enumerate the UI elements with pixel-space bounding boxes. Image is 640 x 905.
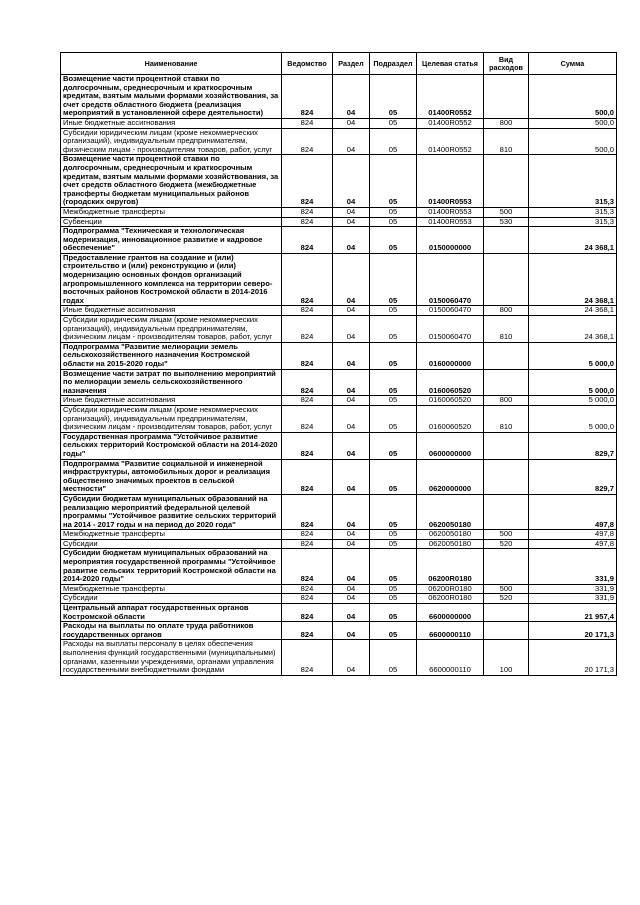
- budget-document-page: [60, 52, 616, 676]
- cell-podrazdel: 05: [370, 316, 417, 343]
- cell-celevaya-statya: 0620050180: [417, 530, 484, 540]
- table-row: [61, 128, 617, 155]
- cell-podrazdel: 05: [370, 396, 417, 406]
- cell-vedomstvo: 824: [282, 622, 333, 640]
- cell-celevaya-statya: 01400R0553: [417, 207, 484, 217]
- cell-celevaya-statya: 0600000000: [417, 432, 484, 459]
- cell-summa: 331,9: [529, 584, 617, 594]
- cell-name: Иные бюджетные ассигнования: [61, 396, 282, 406]
- cell-name: Субсидии: [61, 594, 282, 604]
- cell-podrazdel: 05: [370, 155, 417, 208]
- cell-name: Межбюджетные трансферты: [61, 530, 282, 540]
- cell-name: Возмещение части процентной ставки по долгосрочным, среднесрочным и краткосрочным кредитам, взятым малыми формами хозяйствования, за счет средств областного бюджета (реализация мероприятий в установленной сфере деятельности): [61, 75, 282, 119]
- cell-vedomstvo: 824: [282, 405, 333, 432]
- cell-celevaya-statya: 06200R0180: [417, 549, 484, 584]
- cell-podrazdel: 05: [370, 604, 417, 622]
- cell-podrazdel: 05: [370, 118, 417, 128]
- cell-vedomstvo: 824: [282, 640, 333, 675]
- cell-summa: 24 368,1: [529, 316, 617, 343]
- table-row: [61, 306, 617, 316]
- cell-name: Субсидии бюджетам муниципальных образований на реализацию мероприятий федеральной целевой программы "Устойчивое развитие сельских территорий на 2014 - 2017 годы и на период до 2020 года": [61, 494, 282, 529]
- cell-summa: 21 957,4: [529, 604, 617, 622]
- cell-celevaya-statya: 0150000000: [417, 227, 484, 254]
- cell-vid-rashodov: [484, 494, 529, 529]
- table-row: [61, 253, 617, 306]
- cell-podrazdel: 05: [370, 594, 417, 604]
- cell-celevaya-statya: 0620000000: [417, 459, 484, 494]
- cell-vedomstvo: 824: [282, 253, 333, 306]
- table-row: [61, 494, 617, 529]
- cell-celevaya-statya: 0150060470: [417, 316, 484, 343]
- cell-vid-rashodov: [484, 253, 529, 306]
- cell-celevaya-statya: 6600000110: [417, 622, 484, 640]
- cell-vedomstvo: 824: [282, 604, 333, 622]
- cell-celevaya-statya: 0160000000: [417, 342, 484, 369]
- cell-podrazdel: 05: [370, 369, 417, 396]
- header-razdel: Раздел: [333, 53, 370, 75]
- cell-name: Подпрограмма "Развитие мелиорации земель сельскохозяйственного назначения Костромской области на 2015-2020 годы": [61, 342, 282, 369]
- table-row: [61, 539, 617, 549]
- cell-razdel: 04: [333, 432, 370, 459]
- cell-celevaya-statya: 06200R0180: [417, 594, 484, 604]
- cell-name: Расходы на выплаты персоналу в целях обеспечения выполнения функций государственными (муниципальными) органами, казенными учреждениями, органами управления государственными внебюджетными фондами: [61, 640, 282, 675]
- table-row: [61, 640, 617, 675]
- cell-summa: 829,7: [529, 459, 617, 494]
- cell-razdel: 04: [333, 155, 370, 208]
- cell-podrazdel: 05: [370, 405, 417, 432]
- cell-summa: 500,0: [529, 118, 617, 128]
- cell-vedomstvo: 824: [282, 584, 333, 594]
- cell-vedomstvo: 824: [282, 306, 333, 316]
- cell-celevaya-statya: 01400R0553: [417, 217, 484, 227]
- cell-vedomstvo: 824: [282, 549, 333, 584]
- cell-vedomstvo: 824: [282, 594, 333, 604]
- cell-razdel: 04: [333, 622, 370, 640]
- cell-summa: 5 000,0: [529, 396, 617, 406]
- cell-vedomstvo: 824: [282, 369, 333, 396]
- cell-razdel: 04: [333, 128, 370, 155]
- cell-vid-rashodov: 500: [484, 530, 529, 540]
- cell-vid-rashodov: [484, 432, 529, 459]
- table-row: [61, 432, 617, 459]
- cell-name: Иные бюджетные ассигнования: [61, 306, 282, 316]
- cell-name: Межбюджетные трансферты: [61, 584, 282, 594]
- header-celevaya-statya: Целевая статья: [417, 53, 484, 75]
- cell-vid-rashodov: 100: [484, 640, 529, 675]
- cell-name: Субсидии юридическим лицам (кроме некоммерческих организаций), индивидуальным предпринимателям, физическим лицам - производителям товаров, работ, услуг: [61, 316, 282, 343]
- cell-summa: 24 368,1: [529, 227, 617, 254]
- cell-celevaya-statya: 01400R0552: [417, 118, 484, 128]
- table-row: [61, 549, 617, 584]
- cell-podrazdel: 05: [370, 432, 417, 459]
- header-summa: Сумма: [529, 53, 617, 75]
- cell-podrazdel: 05: [370, 207, 417, 217]
- cell-name: Предоставление грантов на создание и (или) строительство и (или) реконструкцию и (или) модернизацию основных фондов организаций агропромышленного комплекса на территории северо-восточных районов Костромской области в 2014-2016 годах: [61, 253, 282, 306]
- cell-razdel: 04: [333, 604, 370, 622]
- cell-vedomstvo: 824: [282, 207, 333, 217]
- cell-podrazdel: 05: [370, 530, 417, 540]
- cell-vedomstvo: 824: [282, 75, 333, 119]
- cell-vid-rashodov: 810: [484, 128, 529, 155]
- table-row: [61, 342, 617, 369]
- table-row: [61, 207, 617, 217]
- cell-vedomstvo: 824: [282, 494, 333, 529]
- cell-vid-rashodov: [484, 459, 529, 494]
- cell-vedomstvo: 824: [282, 316, 333, 343]
- cell-celevaya-statya: 0150060470: [417, 253, 484, 306]
- cell-vid-rashodov: [484, 75, 529, 119]
- cell-celevaya-statya: 01400R0552: [417, 128, 484, 155]
- cell-razdel: 04: [333, 118, 370, 128]
- cell-vedomstvo: 824: [282, 155, 333, 208]
- cell-name: Субсидии юридическим лицам (кроме некоммерческих организаций), индивидуальным предпринимателям, физическим лицам - производителям товаров, работ, услуг: [61, 128, 282, 155]
- header-vid-rashodov: Вид расходов: [484, 53, 529, 75]
- table-row: [61, 227, 617, 254]
- cell-podrazdel: 05: [370, 549, 417, 584]
- cell-vid-rashodov: [484, 622, 529, 640]
- cell-razdel: 04: [333, 530, 370, 540]
- cell-vedomstvo: 824: [282, 227, 333, 254]
- cell-summa: 497,8: [529, 494, 617, 529]
- cell-name: Возмещение части затрат по выполнению мероприятий по мелиорации земель сельскохозяйственного назначения: [61, 369, 282, 396]
- cell-celevaya-statya: 0620050180: [417, 494, 484, 529]
- cell-summa: 315,3: [529, 217, 617, 227]
- table-row: [61, 530, 617, 540]
- cell-name: Иные бюджетные ассигнования: [61, 118, 282, 128]
- cell-razdel: 04: [333, 253, 370, 306]
- cell-vedomstvo: 824: [282, 539, 333, 549]
- cell-vid-rashodov: [484, 155, 529, 208]
- cell-vid-rashodov: 530: [484, 217, 529, 227]
- cell-vid-rashodov: 500: [484, 207, 529, 217]
- cell-name: Субсидии: [61, 539, 282, 549]
- cell-name: Субсидии юридическим лицам (кроме некоммерческих организаций), индивидуальным предпринимателям, физическим лицам - производителям товаров, работ, услуг: [61, 405, 282, 432]
- cell-summa: 20 171,3: [529, 622, 617, 640]
- cell-vid-rashodov: [484, 549, 529, 584]
- cell-vid-rashodov: [484, 342, 529, 369]
- cell-podrazdel: 05: [370, 306, 417, 316]
- cell-celevaya-statya: 0620050180: [417, 539, 484, 549]
- cell-celevaya-statya: 01400R0553: [417, 155, 484, 208]
- cell-podrazdel: 05: [370, 539, 417, 549]
- cell-summa: 315,3: [529, 155, 617, 208]
- cell-summa: 331,9: [529, 549, 617, 584]
- cell-name: Подпрограмма "Техническая и технологическая модернизация, инновационное развитие и кадровое обеспечение": [61, 227, 282, 254]
- cell-celevaya-statya: 06200R0180: [417, 584, 484, 594]
- cell-podrazdel: 05: [370, 640, 417, 675]
- cell-summa: 5 000,0: [529, 342, 617, 369]
- table-row: [61, 75, 617, 119]
- cell-celevaya-statya: 0160060520: [417, 369, 484, 396]
- cell-podrazdel: 05: [370, 217, 417, 227]
- cell-summa: 20 171,3: [529, 640, 617, 675]
- cell-vid-rashodov: 520: [484, 594, 529, 604]
- cell-razdel: 04: [333, 396, 370, 406]
- cell-razdel: 04: [333, 316, 370, 343]
- cell-name: Субсидии бюджетам муниципальных образований на мероприятия государственной программы "Устойчивое развитие сельских территорий Костромской области на 2014-2020 годы": [61, 549, 282, 584]
- cell-podrazdel: 05: [370, 622, 417, 640]
- cell-razdel: 04: [333, 594, 370, 604]
- cell-celevaya-statya: 0160060520: [417, 405, 484, 432]
- cell-name: Межбюджетные трансферты: [61, 207, 282, 217]
- table-row: [61, 405, 617, 432]
- header-podrazdel: Подраздел: [370, 53, 417, 75]
- table-row: [61, 604, 617, 622]
- cell-podrazdel: 05: [370, 227, 417, 254]
- table-row: [61, 369, 617, 396]
- header-name: Наименование: [61, 53, 282, 75]
- cell-summa: 24 368,1: [529, 306, 617, 316]
- cell-summa: 497,8: [529, 539, 617, 549]
- table-row: [61, 594, 617, 604]
- cell-name: Возмещение части процентной ставки по долгосрочным, среднесрочным и краткосрочным кредитам, взятым малыми формами хозяйствования, за счет средств областного бюджета (межбюджетные трансферты бюджетам муниципальных районов (городских округов): [61, 155, 282, 208]
- cell-summa: 5 000,0: [529, 405, 617, 432]
- table-header: [61, 53, 617, 75]
- table-row: [61, 155, 617, 208]
- cell-vedomstvo: 824: [282, 342, 333, 369]
- table-row: [61, 316, 617, 343]
- cell-razdel: 04: [333, 584, 370, 594]
- cell-razdel: 04: [333, 459, 370, 494]
- cell-summa: 500,0: [529, 75, 617, 119]
- table-body: [61, 75, 617, 676]
- cell-podrazdel: 05: [370, 75, 417, 119]
- cell-vid-rashodov: [484, 604, 529, 622]
- cell-razdel: 04: [333, 75, 370, 119]
- cell-vid-rashodov: 520: [484, 539, 529, 549]
- cell-celevaya-statya: 6600000110: [417, 640, 484, 675]
- table-row: [61, 396, 617, 406]
- cell-vid-rashodov: 500: [484, 584, 529, 594]
- cell-celevaya-statya: 6600000000: [417, 604, 484, 622]
- cell-name: Подпрограмма "Развитие социальной и инженерной инфраструктуры, автомобильных дорог и реализация общественно значимых проектов в сельской местности": [61, 459, 282, 494]
- cell-celevaya-statya: 0150060470: [417, 306, 484, 316]
- cell-celevaya-statya: 01400R0552: [417, 75, 484, 119]
- cell-podrazdel: 05: [370, 459, 417, 494]
- cell-podrazdel: 05: [370, 342, 417, 369]
- cell-podrazdel: 05: [370, 128, 417, 155]
- cell-vid-rashodov: 800: [484, 396, 529, 406]
- cell-podrazdel: 05: [370, 494, 417, 529]
- cell-summa: 497,8: [529, 530, 617, 540]
- table-row: [61, 459, 617, 494]
- cell-razdel: 04: [333, 217, 370, 227]
- table-row: [61, 622, 617, 640]
- table-row: [61, 584, 617, 594]
- cell-summa: 5 000,0: [529, 369, 617, 396]
- budget-table: [60, 52, 617, 676]
- cell-vid-rashodov: 810: [484, 316, 529, 343]
- table-row: [61, 118, 617, 128]
- cell-podrazdel: 05: [370, 584, 417, 594]
- cell-razdel: 04: [333, 549, 370, 584]
- cell-razdel: 04: [333, 342, 370, 369]
- cell-name: Субвенции: [61, 217, 282, 227]
- cell-razdel: 04: [333, 227, 370, 254]
- cell-summa: 24 368,1: [529, 253, 617, 306]
- cell-celevaya-statya: 0160060520: [417, 396, 484, 406]
- cell-vedomstvo: 824: [282, 128, 333, 155]
- cell-name: Государственная программа "Устойчивое развитие сельских территорий Костромской области на 2014-2020 годы": [61, 432, 282, 459]
- cell-razdel: 04: [333, 369, 370, 396]
- cell-razdel: 04: [333, 306, 370, 316]
- cell-razdel: 04: [333, 207, 370, 217]
- cell-vedomstvo: 824: [282, 530, 333, 540]
- cell-razdel: 04: [333, 640, 370, 675]
- cell-summa: 500,0: [529, 128, 617, 155]
- cell-summa: 315,3: [529, 207, 617, 217]
- cell-vid-rashodov: [484, 227, 529, 254]
- table-row: [61, 217, 617, 227]
- cell-vedomstvo: 824: [282, 396, 333, 406]
- cell-razdel: 04: [333, 405, 370, 432]
- cell-name: Расходы на выплаты по оплате труда работников государственных органов: [61, 622, 282, 640]
- cell-vid-rashodov: 810: [484, 405, 529, 432]
- cell-vid-rashodov: 800: [484, 306, 529, 316]
- cell-vedomstvo: 824: [282, 432, 333, 459]
- cell-vid-rashodov: 800: [484, 118, 529, 128]
- cell-name: Центральный аппарат государственных органов Костромской области: [61, 604, 282, 622]
- header-vedomstvo: Ведомство: [282, 53, 333, 75]
- cell-razdel: 04: [333, 494, 370, 529]
- cell-vedomstvo: 824: [282, 217, 333, 227]
- header-row: [61, 53, 617, 75]
- cell-podrazdel: 05: [370, 253, 417, 306]
- cell-summa: 829,7: [529, 432, 617, 459]
- cell-summa: 331,9: [529, 594, 617, 604]
- cell-vid-rashodov: [484, 369, 529, 396]
- cell-vedomstvo: 824: [282, 459, 333, 494]
- cell-razdel: 04: [333, 539, 370, 549]
- cell-vedomstvo: 824: [282, 118, 333, 128]
